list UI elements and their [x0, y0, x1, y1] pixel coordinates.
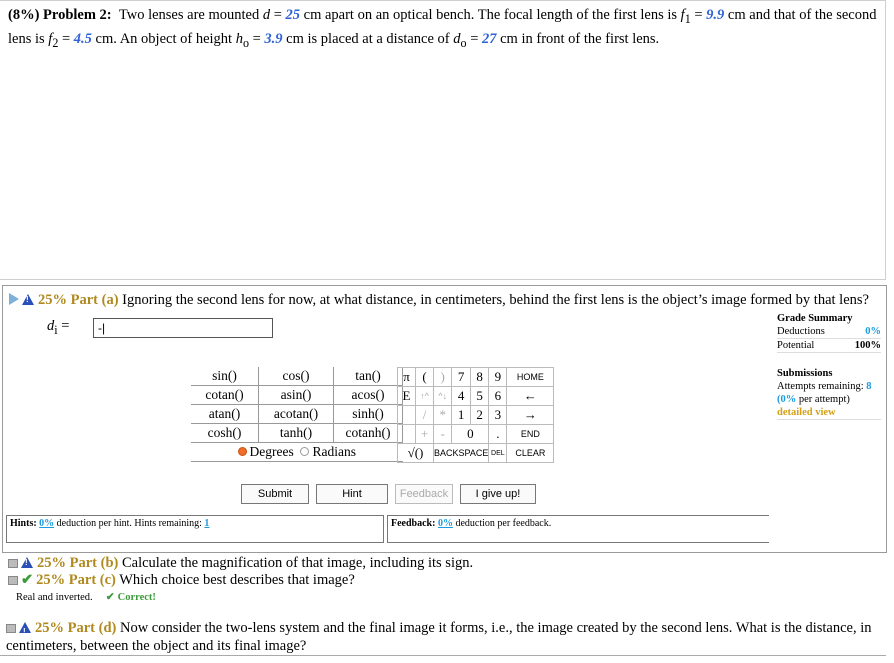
problem-text: cm. An object of height	[91, 30, 236, 47]
sub-o: o	[460, 35, 467, 50]
degrees-label: Degrees	[249, 444, 294, 459]
var-d: d	[262, 7, 271, 23]
minus-button[interactable]: -	[434, 425, 452, 444]
problem-text: Two lenses are mounted	[118, 7, 263, 23]
hints-remaining: 1	[204, 518, 210, 529]
print-icon[interactable]	[6, 624, 16, 633]
part-c-answer-row	[16, 591, 156, 603]
key-9[interactable]: 9	[489, 368, 507, 387]
warning-icon	[19, 622, 31, 633]
degrees-radio[interactable]	[238, 447, 247, 456]
value-d: 25	[285, 7, 301, 23]
divider	[0, 655, 886, 660]
equals: =	[57, 318, 70, 334]
part-a-question: Ignoring the second lens for now, at what distance, in centimeters, behind the first lens is the object’s image formed by that lens?	[122, 292, 869, 308]
part-d-label: 25% Part (d)	[35, 620, 117, 636]
expand-arrow-icon[interactable]	[9, 293, 19, 305]
value-f1: 9.9	[706, 7, 725, 23]
spacer	[398, 425, 416, 444]
per-attempt-text: per attempt)	[796, 394, 850, 405]
check-icon: ✔	[105, 592, 115, 603]
var-ho: h	[235, 30, 243, 47]
part-d-question-cont: centimeters, between the object and its final image?	[6, 638, 307, 654]
cosh-button[interactable]: cosh()	[191, 424, 259, 443]
cos-button[interactable]: cos()	[259, 367, 334, 386]
part-c-answer: Real and inverted.	[16, 592, 93, 603]
problem-text: cm in front of the first lens.	[496, 30, 660, 47]
give-up-button[interactable]: I give up!	[460, 484, 536, 504]
correct-label: Correct!	[117, 592, 156, 603]
plus-button[interactable]: +	[416, 425, 434, 444]
key-1[interactable]: 1	[452, 406, 470, 425]
var-f2: f	[48, 30, 53, 47]
tan-button[interactable]: tan()	[334, 367, 403, 386]
warning-icon	[21, 557, 33, 568]
part-b-label: 25% Part (b)	[37, 555, 119, 571]
divide-button[interactable]: /	[416, 406, 434, 425]
function-keypad	[191, 367, 403, 462]
home-button[interactable]: HOME	[507, 368, 554, 387]
key-6[interactable]: 6	[489, 387, 507, 406]
part-c-question: Which choice best describes that image?	[119, 572, 355, 588]
e-button[interactable]: E	[398, 387, 416, 406]
dot-button[interactable]: .	[489, 425, 507, 444]
var-do: d	[453, 30, 461, 47]
sinh-button[interactable]: sinh()	[334, 405, 403, 424]
key-8[interactable]: 8	[470, 368, 488, 387]
problem-text: cm and that of the second lens is	[8, 7, 877, 47]
key-2[interactable]: 2	[470, 406, 488, 425]
sub-1: 1	[684, 11, 691, 26]
part-d-header	[6, 619, 876, 655]
equals: =	[58, 30, 74, 47]
sub-o: o	[242, 35, 249, 50]
potential-label: Potential	[777, 340, 815, 351]
part-a-label: 25% Part (a)	[38, 292, 119, 308]
action-buttons	[241, 484, 543, 504]
spacer	[398, 406, 416, 425]
part-c-header	[8, 572, 355, 589]
hints-pct: 0%	[39, 518, 55, 529]
problem-prefix: (8%) Problem 2:	[8, 7, 112, 23]
cotan-button[interactable]: cotan()	[191, 386, 259, 405]
attempts-value: 8	[866, 381, 872, 392]
superscript-up-button[interactable]: ↑^	[416, 387, 434, 406]
equals: =	[270, 7, 286, 23]
potential-value: 100%	[854, 340, 881, 351]
feedback-button[interactable]: Feedback	[395, 484, 453, 504]
print-icon[interactable]	[8, 559, 18, 568]
grade-summary	[777, 312, 881, 420]
atan-button[interactable]: atan()	[191, 405, 259, 424]
warning-icon	[22, 294, 34, 305]
asin-button[interactable]: asin()	[259, 386, 334, 405]
sub-i: i	[54, 322, 58, 337]
acos-button[interactable]: acos()	[334, 386, 403, 405]
detailed-view-link[interactable]: detailed view	[777, 407, 836, 418]
problem-statement	[0, 0, 886, 280]
deductions-value: 0%	[865, 326, 881, 337]
deductions-label: Deductions	[777, 326, 825, 337]
part-a-panel	[2, 285, 887, 553]
multiply-button[interactable]: *	[434, 406, 452, 425]
part-b-header	[8, 555, 473, 572]
feedback-text: deduction per feedback.	[452, 518, 552, 529]
grade-title: Grade Summary	[777, 313, 853, 324]
number-keypad	[397, 367, 554, 463]
submissions-title: Submissions	[777, 368, 833, 379]
value-ho: 3.9	[264, 30, 283, 47]
var-d: d	[47, 318, 55, 334]
value-do: 27	[482, 30, 497, 47]
del-button[interactable]: DEL	[489, 444, 507, 463]
backspace-button[interactable]: BACKSPACE	[434, 444, 489, 463]
hints-text: deduction per hint. Hints remaining:	[54, 518, 202, 529]
problem-text: cm is placed at a distance of	[282, 30, 454, 47]
attempts-label: Attempts remaining:	[777, 381, 864, 392]
superscript-down-button[interactable]: ^↓	[434, 387, 452, 406]
pi-button[interactable]: π	[398, 368, 416, 387]
hints-bar	[6, 515, 384, 543]
radians-label: Radians	[312, 444, 356, 459]
part-b-question: Calculate the magnification of that image, including its sign.	[121, 555, 474, 571]
answer-label	[47, 318, 69, 338]
close-paren-button[interactable]: )	[434, 368, 452, 387]
part-a-header	[9, 292, 869, 309]
key-4[interactable]: 4	[452, 387, 470, 406]
clear-button[interactable]: CLEAR	[507, 444, 554, 463]
end-button[interactable]: END	[507, 425, 554, 444]
problem-text: cm apart on an optical bench. The focal length of the first lens is	[300, 7, 681, 23]
key-3[interactable]: 3	[489, 406, 507, 425]
part-d-question: Now consider the two-lens system and the final image it forms, i.e., the image created by the second lens. What is the distance, in	[119, 620, 872, 636]
submit-button[interactable]: Submit	[241, 484, 309, 504]
acotan-button[interactable]: acotan()	[259, 405, 334, 424]
value-f2: 4.5	[73, 30, 92, 47]
left-arrow-button[interactable]: ←	[507, 387, 554, 406]
open-paren-button[interactable]: (	[416, 368, 434, 387]
sin-button[interactable]: sin()	[191, 367, 259, 386]
per-attempt-pct: (0%	[777, 394, 797, 405]
cotanh-button[interactable]: cotanh()	[334, 424, 403, 443]
key-5[interactable]: 5	[470, 387, 488, 406]
equals: =	[690, 7, 707, 23]
feedback-pct: 0%	[437, 518, 453, 529]
equals: =	[466, 30, 482, 47]
feedback-bar	[387, 515, 769, 543]
part-c-label: 25% Part (c)	[36, 572, 116, 588]
answer-input[interactable]: -|	[93, 318, 273, 338]
hints-label: Hints:	[10, 518, 37, 529]
key-7[interactable]: 7	[452, 368, 470, 387]
sub-2: 2	[52, 35, 59, 50]
right-arrow-button[interactable]: →	[507, 406, 554, 425]
equals: =	[248, 30, 265, 47]
var-f1: f	[680, 7, 685, 23]
sqrt-button[interactable]: √()	[398, 444, 434, 463]
feedback-label: Feedback:	[391, 518, 436, 529]
key-0[interactable]: 0	[452, 425, 489, 444]
print-icon[interactable]	[8, 576, 18, 585]
radians-radio[interactable]	[300, 447, 309, 456]
check-icon: ✔	[21, 572, 34, 588]
angle-mode	[191, 443, 403, 462]
tanh-button[interactable]: tanh()	[259, 424, 334, 443]
hint-button[interactable]: Hint	[316, 484, 388, 504]
